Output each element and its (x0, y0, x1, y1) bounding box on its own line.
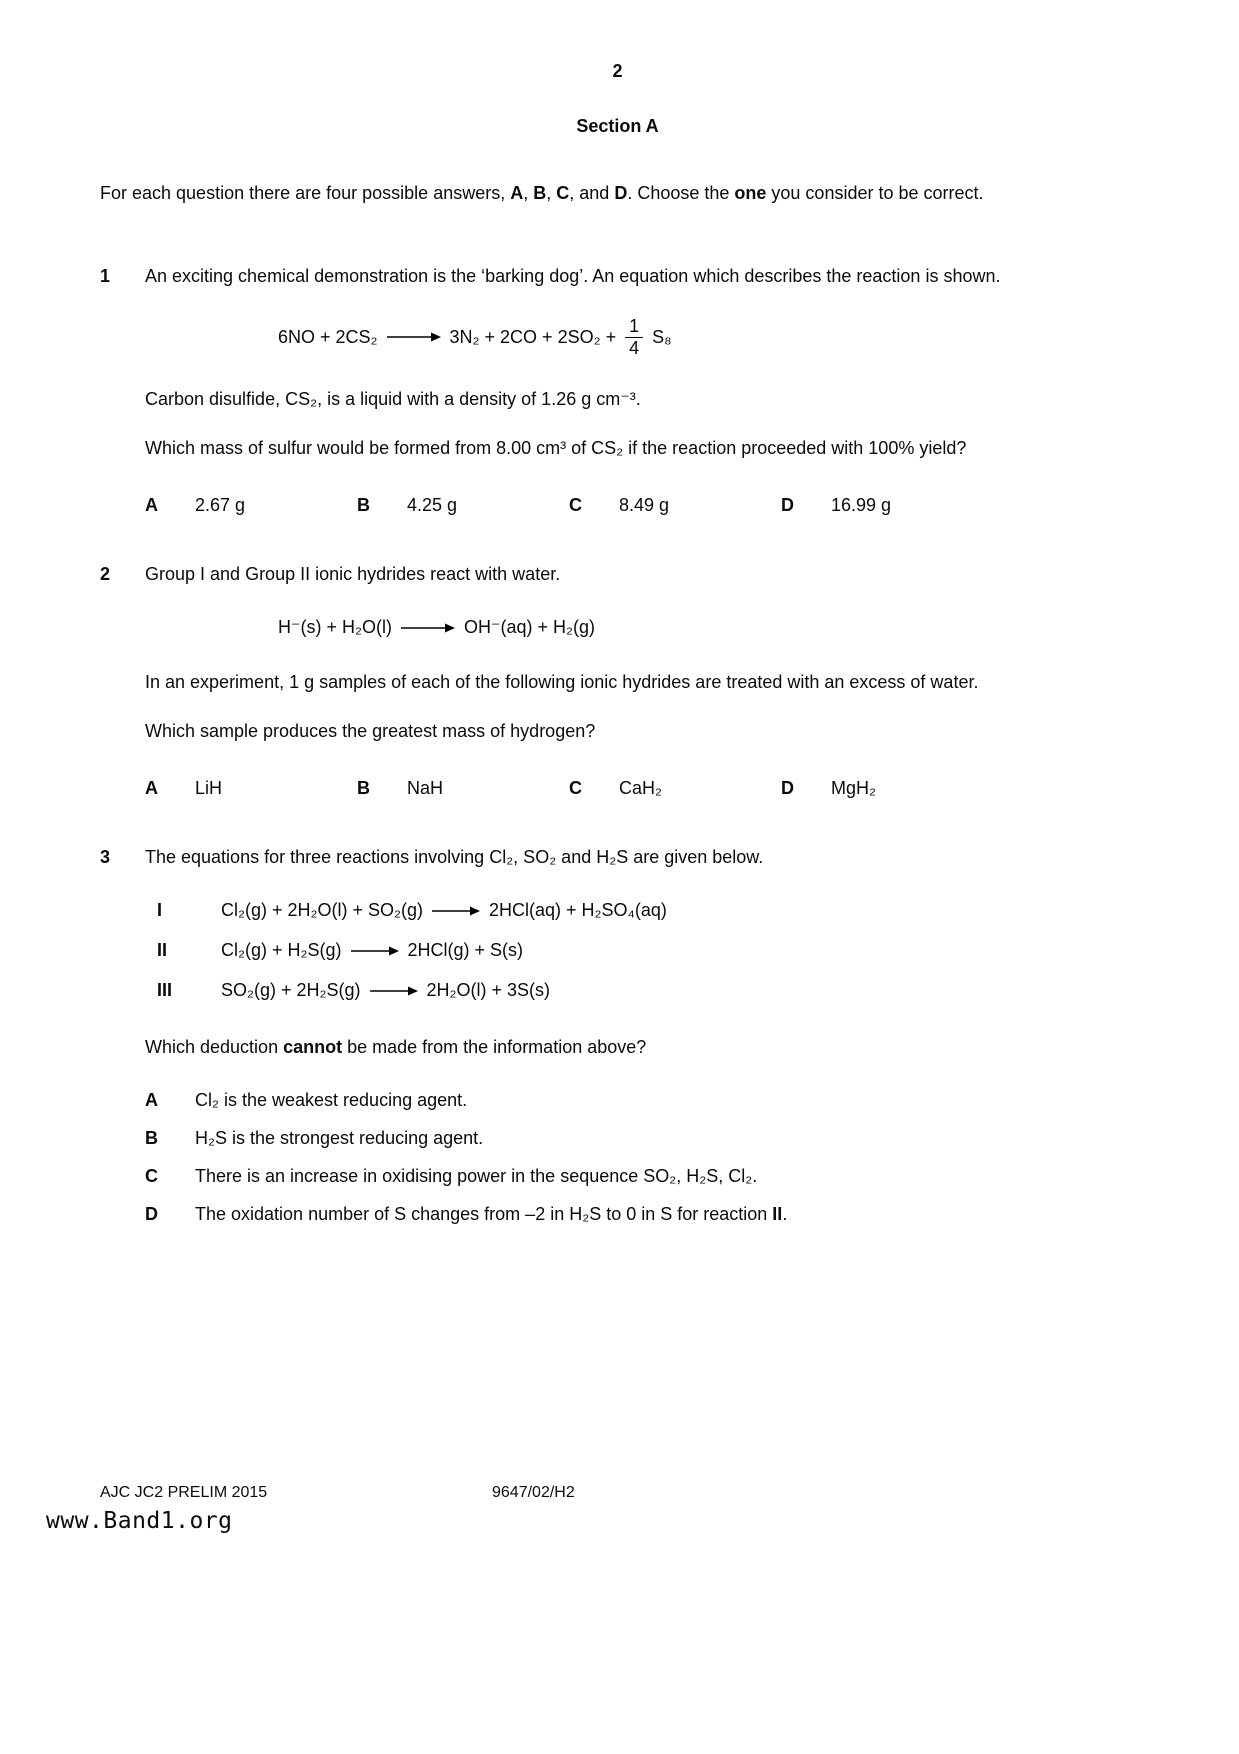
reaction-arrow-icon (370, 985, 418, 997)
option-a (145, 492, 357, 519)
question-2-equation (278, 614, 1095, 641)
instructions-bold-a: A (510, 183, 524, 203)
question-2-question-text: Which sample produces the greatest mass of hydrogen? (145, 721, 596, 742)
question-3-equations (157, 897, 1095, 1004)
equation-right: OH⁻(aq) + H₂(g) (463, 617, 595, 638)
section-title: Section A (576, 116, 659, 136)
option-text: 2.67 g (195, 495, 246, 516)
question-2-body (145, 561, 1095, 802)
option-a (145, 775, 357, 802)
option-label: C (569, 495, 582, 516)
question-segment: be made from the information above? (342, 1037, 647, 1058)
option-label: B (357, 495, 370, 516)
instructions (100, 180, 1110, 207)
option-label: D (781, 495, 794, 516)
option-text: 4.25 g (407, 495, 458, 516)
equation-row-3 (157, 977, 1095, 1004)
option-text: There is an increase in oxidising power in the sequence SO₂, H₂S, Cl₂. (195, 1166, 758, 1187)
roman-numeral: II (157, 940, 168, 961)
option-label: C (569, 778, 582, 799)
option-b (145, 1125, 1095, 1152)
instructions-segment: , (523, 183, 534, 203)
question-2-experiment-text: In an experiment, 1 g samples of each of the following ionic hydrides are treated with an excess of water. (145, 672, 979, 693)
option-c (569, 492, 781, 519)
question-1-density-text: Carbon disulfide, CS₂, is a liquid with a density of 1.26 g cm⁻³. (145, 389, 641, 410)
instructions-bold-c: C (556, 183, 570, 203)
option-label: A (145, 1090, 158, 1111)
instructions-bold-one: one (734, 183, 767, 203)
question-1-stem: An exciting chemical demonstration is the ‘barking dog’. An equation which describes the reaction is shown. (145, 266, 1001, 286)
option-text: 8.49 g (619, 495, 670, 516)
roman-numeral: I (157, 900, 163, 921)
option-label: C (145, 1166, 158, 1187)
fraction-one-quarter (625, 316, 643, 358)
option-text: CaH₂ (619, 778, 662, 799)
option-text (195, 1201, 787, 1228)
equation-row-2 (157, 937, 1095, 964)
question-2-options (145, 775, 1095, 802)
option-label: A (145, 778, 158, 799)
equation-left: 6NO + 2CS₂ (278, 326, 378, 347)
watermark-url: www.Band1.org (46, 1508, 233, 1534)
equation-left: SO₂(g) + 2H₂S(g) (221, 980, 361, 1001)
option-text: 16.99 g (831, 495, 892, 516)
option-text: H₂S is the strongest reducing agent. (195, 1128, 484, 1149)
option-d (145, 1201, 1095, 1228)
option-label: A (145, 495, 158, 516)
instructions-segment: you consider to be correct. (766, 183, 984, 203)
option-segment: The oxidation number of S changes from –2 in H₂S to 0 in S for reaction (195, 1204, 773, 1225)
reaction-arrow-icon (351, 945, 399, 957)
instructions-segment: For each question there are four possible answers, (100, 183, 511, 203)
instructions-segment: , (546, 183, 557, 203)
equation-left: Cl₂(g) + H₂S(g) (221, 940, 342, 961)
footer-paper-code: 9647/02/H2 (492, 1484, 575, 1501)
fraction-denominator: 4 (629, 337, 640, 358)
option-label: D (145, 1204, 158, 1225)
equation-right: 3N₂ + 2CO + 2SO₂ + (449, 326, 617, 347)
page-number: 2 (612, 61, 623, 81)
reaction-arrow-icon (387, 331, 441, 343)
option-text: MgH₂ (831, 778, 876, 799)
question-1-number: 1 (100, 266, 111, 286)
question-segment: Which deduction (145, 1037, 284, 1058)
fraction-numerator: 1 (625, 316, 643, 338)
question-2-number: 2 (100, 564, 111, 585)
option-d (781, 492, 993, 519)
option-label: B (357, 778, 370, 799)
option-c (145, 1163, 1095, 1190)
option-b (357, 492, 569, 519)
question-1-equation (278, 316, 1095, 358)
equation-right-end: S₈ (652, 326, 672, 347)
question-2-stem: Group I and Group II ionic hydrides react with water. (145, 564, 561, 585)
footer-exam-code: AJC JC2 PRELIM 2015 (100, 1484, 268, 1501)
option-bold-numeral: II (772, 1204, 783, 1225)
question-3-body (145, 844, 1095, 1239)
option-label: B (145, 1128, 158, 1149)
instructions-bold-b: B (533, 183, 547, 203)
question-3-options (145, 1087, 1095, 1228)
option-c (569, 775, 781, 802)
equation-right: 2HCl(aq) + H₂SO₄(aq) (489, 900, 667, 921)
question-3 (100, 844, 1135, 1239)
option-label: D (781, 778, 794, 799)
question-3-number: 3 (100, 847, 111, 868)
instructions-segment: , and (569, 183, 615, 203)
option-segment: . (782, 1204, 788, 1225)
question-1-body (145, 263, 1095, 519)
option-a (145, 1087, 1095, 1114)
option-b (357, 775, 569, 802)
instructions-bold-d: D (614, 183, 628, 203)
option-d (781, 775, 993, 802)
question-1 (100, 263, 1135, 519)
equation-left: Cl₂(g) + 2H₂O(l) + SO₂(g) (221, 900, 423, 921)
equation-left: H⁻(s) + H₂O(l) (278, 617, 392, 638)
question-1-question-text: Which mass of sulfur would be formed from 8.00 cm³ of CS₂ if the reaction proceeded with 100% yield? (145, 438, 967, 459)
equation-right: 2H₂O(l) + 3S(s) (426, 980, 551, 1001)
question-3-stem: The equations for three reactions involving Cl₂, SO₂ and H₂S are given below. (145, 847, 764, 868)
question-2 (100, 561, 1135, 802)
reaction-arrow-icon (401, 622, 455, 634)
option-text: Cl₂ is the weakest reducing agent. (195, 1090, 468, 1111)
reaction-arrow-icon (432, 905, 480, 917)
instructions-segment: . Choose the (627, 183, 735, 203)
equation-row-1 (157, 897, 1095, 924)
question-3-question-text (145, 1034, 1095, 1061)
question-1-options (145, 492, 1095, 519)
option-text: NaH (407, 778, 444, 799)
question-bold-cannot: cannot (283, 1037, 343, 1058)
roman-numeral: III (157, 980, 173, 1001)
option-text: LiH (195, 778, 223, 799)
equation-right: 2HCl(g) + S(s) (407, 940, 524, 961)
